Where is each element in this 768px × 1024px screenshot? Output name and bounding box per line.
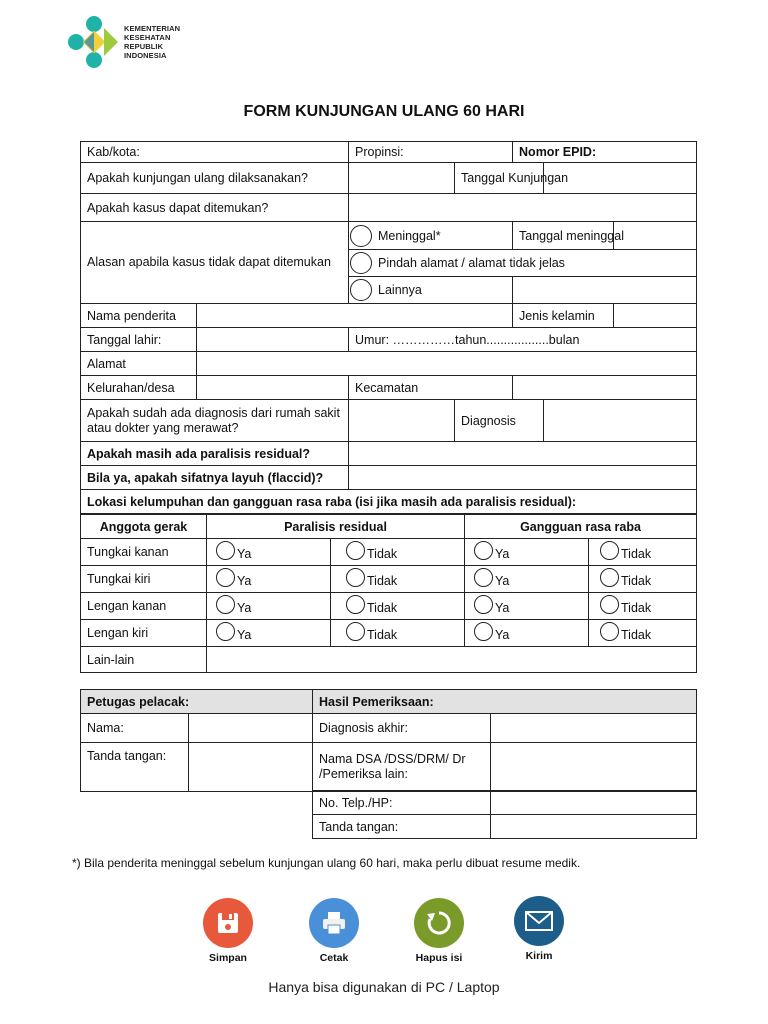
kab-kota-field[interactable]: Kab/kota: xyxy=(81,142,349,163)
limb-label: Lengan kanan xyxy=(81,593,207,620)
radio-icon[interactable] xyxy=(600,568,619,587)
footnote: *) Bila penderita meninggal sebelum kunjungan ulang 60 hari, maka perlu dibuat resume medik. xyxy=(72,856,581,870)
kunjungan-question: Apakah kunjungan ulang dilaksanakan? xyxy=(81,163,349,194)
diagnosis-answer[interactable] xyxy=(349,400,455,442)
radio-meninggal[interactable] xyxy=(350,225,372,247)
printer-icon xyxy=(309,898,359,948)
radio-icon[interactable] xyxy=(346,541,365,560)
no-telp-input[interactable] xyxy=(491,791,697,815)
nama-dsa-input[interactable] xyxy=(491,743,697,792)
kecamatan-input[interactable] xyxy=(513,376,697,400)
cetak-button[interactable]: Cetak xyxy=(299,898,369,964)
simpan-button[interactable]: Simpan xyxy=(193,898,263,964)
paralisis-tidak-option[interactable]: Tidak xyxy=(346,622,397,641)
radio-icon[interactable] xyxy=(346,622,365,641)
jenis-kelamin-input[interactable] xyxy=(614,304,697,328)
lokasi-label: Lokasi kelumpuhan dan gangguan rasa raba (isi jika masih ada paralisis residual): xyxy=(81,490,697,514)
limb-label: Tungkai kanan xyxy=(81,539,207,566)
hasil-header: Hasil Pemeriksaan: xyxy=(313,690,697,714)
paralisis-question: Apakah masih ada paralisis residual? xyxy=(81,442,349,466)
table-row xyxy=(81,539,697,566)
limb-label: Tungkai kiri xyxy=(81,566,207,593)
gangguan-tidak-option[interactable]: Tidak xyxy=(600,541,651,560)
paralisis-tidak-option[interactable]: Tidak xyxy=(346,541,397,560)
table-row xyxy=(81,593,697,620)
gangguan-tidak-option[interactable]: Tidak xyxy=(600,622,651,641)
tanda-tangan-label: Tanda tangan: xyxy=(81,743,189,792)
radio-icon[interactable] xyxy=(474,595,493,614)
paralisis-tidak-option[interactable]: Tidak xyxy=(346,568,397,587)
table-row xyxy=(81,566,697,593)
kelurahan-input[interactable] xyxy=(197,376,349,400)
nama-input[interactable] xyxy=(189,714,313,743)
gangguan-tidak-option[interactable]: Tidak xyxy=(600,568,651,587)
radio-icon[interactable] xyxy=(600,541,619,560)
limb-label: Lengan kiri xyxy=(81,620,207,647)
radio-icon[interactable] xyxy=(600,622,619,641)
flaccid-answer[interactable] xyxy=(349,466,697,490)
radio-icon[interactable] xyxy=(600,595,619,614)
mail-icon xyxy=(514,896,564,946)
col-paralisis-residual: Paralisis residual xyxy=(207,515,465,539)
lainnya-input[interactable] xyxy=(513,277,697,304)
radio-icon[interactable] xyxy=(474,541,493,560)
alamat-input[interactable] xyxy=(197,352,697,376)
radio-icon[interactable] xyxy=(346,595,365,614)
lain-lain-label: Lain-lain xyxy=(81,647,207,673)
pc-only-note: Hanya bisa digunakan di PC / Laptop xyxy=(268,979,500,995)
col-anggota-gerak: Anggota gerak xyxy=(81,515,207,539)
tanda-tangan2-input[interactable] xyxy=(491,815,697,839)
tanggal-lahir-input[interactable] xyxy=(197,328,349,352)
kunjungan-answer[interactable] xyxy=(349,163,455,194)
radio-lainnya[interactable] xyxy=(350,279,372,301)
nomor-epid-field[interactable]: Nomor EPID: xyxy=(513,142,697,163)
diagnosis-label: Diagnosis xyxy=(455,400,544,442)
radio-icon[interactable] xyxy=(216,595,235,614)
diagnosis-akhir-input[interactable] xyxy=(491,714,697,743)
gangguan-ya-option[interactable]: Ya xyxy=(474,568,509,587)
kasus-answer[interactable] xyxy=(349,194,697,222)
page-title: FORM KUNJUNGAN ULANG 60 HARI xyxy=(243,103,525,120)
radio-icon[interactable] xyxy=(216,622,235,641)
petugas-header: Petugas pelacak: xyxy=(81,690,313,714)
limb-table xyxy=(80,514,697,673)
gangguan-ya-option[interactable]: Ya xyxy=(474,622,509,641)
tanggal-kunjungan-label: Tanggal Kunjungan xyxy=(455,163,544,194)
save-icon xyxy=(203,898,253,948)
table-row xyxy=(81,620,697,647)
hapus-isi-button[interactable]: Hapus isi xyxy=(404,898,474,964)
alasan-label: Alasan apabila kasus tidak dapat ditemukan xyxy=(81,222,349,304)
gangguan-ya-option[interactable]: Ya xyxy=(474,541,509,560)
radio-icon[interactable] xyxy=(474,622,493,641)
alamat-label: Alamat xyxy=(81,352,197,376)
paralisis-tidak-option[interactable]: Tidak xyxy=(346,595,397,614)
option-lainnya[interactable]: Lainnya xyxy=(350,279,506,301)
flaccid-question: Bila ya, apakah sifatnya layuh (flaccid)? xyxy=(81,466,349,490)
nama-penderita-input[interactable] xyxy=(197,304,513,328)
main-form xyxy=(80,141,697,514)
kelurahan-label: Kelurahan/desa xyxy=(81,376,197,400)
diagnosis-question: Apakah sudah ada diagnosis dari rumah sakit atau dokter yang merawat? xyxy=(81,400,349,442)
tanggal-meninggal-input[interactable] xyxy=(614,222,697,250)
nama-dsa-label: Nama DSA /DSS/DRM/ Dr /Pemeriksa lain: xyxy=(313,743,491,792)
option-pindah[interactable]: Pindah alamat / alamat tidak jelas xyxy=(350,252,690,274)
tanggal-lahir-label: Tanggal lahir: xyxy=(81,328,197,352)
kasus-question: Apakah kasus dapat ditemukan? xyxy=(81,194,349,222)
paralisis-ya-option[interactable]: Ya xyxy=(216,595,251,614)
no-telp-label: No. Telp./HP: xyxy=(313,791,491,815)
propinsi-field[interactable]: Propinsi: xyxy=(349,142,513,163)
lain-lain-input[interactable] xyxy=(207,647,697,673)
diagnosis-akhir-label: Diagnosis akhir: xyxy=(313,714,491,743)
option-meninggal[interactable]: Meninggal* xyxy=(350,225,506,247)
radio-icon[interactable] xyxy=(216,568,235,587)
petugas-form xyxy=(80,689,697,792)
paralisis-ya-option[interactable]: Ya xyxy=(216,541,251,560)
radio-pindah[interactable] xyxy=(350,252,372,274)
reset-icon xyxy=(414,898,464,948)
tanda-tangan-input[interactable] xyxy=(189,743,313,792)
tanda-tangan2-label: Tanda tangan: xyxy=(313,815,491,839)
kirim-button[interactable]: Kirim xyxy=(504,896,574,962)
paralisis-answer[interactable] xyxy=(349,442,697,466)
logo-text: KEMENTERIAN KESEHATAN REPUBLIK INDONESIA xyxy=(124,24,181,60)
tanggal-meninggal-label: Tanggal meninggal xyxy=(513,222,614,250)
nama-label: Nama: xyxy=(81,714,189,743)
paralisis-ya-option[interactable]: Ya xyxy=(216,568,251,587)
umur-field[interactable]: Umur: ……………tahun..................bulan xyxy=(349,328,697,352)
paralisis-ya-option[interactable]: Ya xyxy=(216,622,251,641)
hasil-form-extra xyxy=(312,790,697,839)
gangguan-ya-option[interactable]: Ya xyxy=(474,595,509,614)
action-bar xyxy=(0,898,768,978)
kecamatan-label: Kecamatan xyxy=(349,376,513,400)
radio-icon[interactable] xyxy=(474,568,493,587)
radio-icon[interactable] xyxy=(216,541,235,560)
gangguan-tidak-option[interactable]: Tidak xyxy=(600,595,651,614)
col-gangguan-rasa-raba: Gangguan rasa raba xyxy=(465,515,697,539)
diagnosis-input[interactable] xyxy=(544,400,697,442)
jenis-kelamin-label: Jenis kelamin xyxy=(513,304,614,328)
nama-penderita-label: Nama penderita xyxy=(81,304,197,328)
radio-icon[interactable] xyxy=(346,568,365,587)
